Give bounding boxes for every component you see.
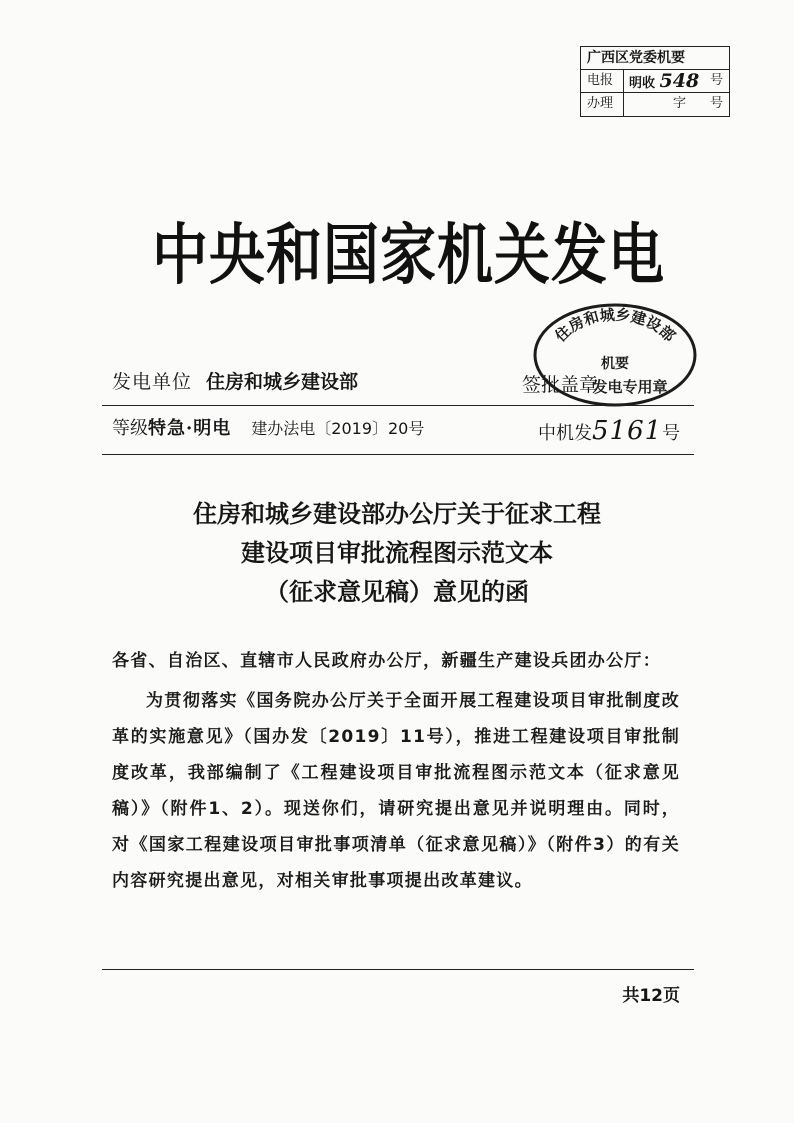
header-rule-top: [102, 405, 694, 406]
title-line-2: 建设项目审批流程图示范文本: [241, 538, 553, 567]
header-rule-bottom: [102, 454, 694, 455]
receipt-row3-char: 字: [673, 96, 687, 111]
page-count: 共12页: [622, 986, 680, 1006]
body-paragraph: 为贯彻落实《国务院办公厅关于全面开展工程建设项目审批制度改革的实施意见》（国办发〔2019〕11号），推进工程建设项目审批制度改革，我部编制了《工程建设项目审批流程图示范文本（征求意见稿）》（附件1、2）。现送你们，请研究提出意见并说明理由。同时，对《国家工程建设项目审批事项清单（征求意见稿）》（附件3）的有关内容研究提出意见，对相关审批事项提出改革建议。: [112, 691, 680, 891]
receipt-stamp-row-handling: [581, 93, 729, 116]
title-line-1: 住房和城乡建设部办公厅关于征求工程: [193, 499, 601, 528]
seal-center-text: 机要: [601, 356, 629, 372]
receipt-row3-label: 办理: [587, 96, 614, 111]
central-unit: 号: [662, 423, 681, 444]
salutation: 各省、自治区、直辖市人民政府办公厅，新疆生产建设兵团办公厅：: [112, 651, 661, 671]
receipt-row2-label: 电报: [587, 73, 614, 88]
receipt-row2-unit: 号: [709, 73, 723, 88]
sender-line: [112, 367, 358, 394]
seal-ring-text: 住房和城乡建设部: [551, 305, 679, 346]
receipt-handwritten-number: 548: [659, 70, 700, 92]
sender-value: 住房和城乡建设部: [206, 371, 359, 393]
seal-bottom-text: 发电专用章: [592, 378, 668, 396]
footer-rule: [102, 969, 694, 970]
central-dispatch-number: [538, 416, 680, 446]
central-handwritten-number: 5161: [592, 416, 663, 446]
receipt-stamp-title: 广西区党委机要: [581, 47, 729, 70]
sender-label: 发电单位: [112, 371, 193, 393]
grade-label: 等级: [112, 418, 148, 439]
masthead-title: 中央和国家机关发电: [152, 216, 665, 295]
central-label: 中机发: [538, 423, 592, 444]
official-seal: [530, 300, 700, 410]
receipt-divider: [623, 70, 624, 116]
receipt-row3-unit: 号: [709, 96, 723, 111]
document-title: [60, 494, 734, 611]
grade-line: [112, 414, 424, 440]
document-number: 建办法电〔2019〕20号: [251, 419, 425, 438]
receipt-stamp-row-telegram: [581, 70, 729, 93]
receipt-row2-type: 明收 548: [629, 70, 700, 92]
receipt-stamp: [580, 46, 730, 117]
document-body: [112, 643, 680, 899]
signer-label: 签批盖章: [522, 374, 599, 396]
title-line-3: （征求意见稿）意见的函: [265, 577, 529, 606]
grade-value: 特急·明电: [148, 418, 232, 439]
